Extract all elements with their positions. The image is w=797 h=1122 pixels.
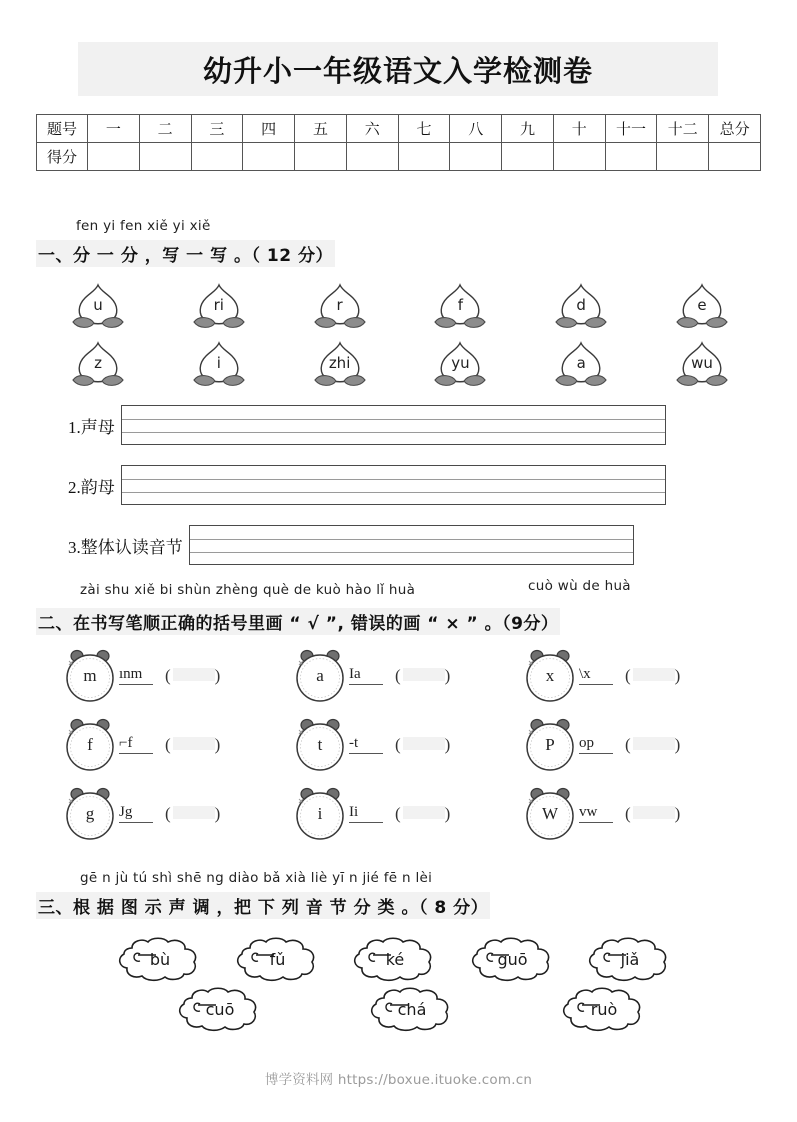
writing-box-zhengti[interactable] [189,525,634,565]
cloud-item[interactable] [554,986,650,1032]
score-cell-3[interactable] [191,143,243,171]
score-table-col-8: 八 [450,115,502,143]
score-table-col-12: 十二 [657,115,709,143]
score-table-col-11: 十一 [605,115,657,143]
page-title-band [78,42,718,96]
stroke-underline [119,753,153,754]
stroke-order-annotation [119,736,163,754]
answer-parenthesis[interactable]: ( ) [395,735,453,754]
writing-box-yunmu[interactable] [121,465,666,505]
bear-letter: t [317,735,323,754]
section-2-pinyin-right: cuò wù de huà [528,578,631,594]
bear-letter: m [83,666,97,685]
cloud-label: fǔ [269,949,286,969]
stroke-underline [349,753,383,754]
peach-item[interactable] [181,340,257,392]
cloud-item[interactable] [170,986,266,1032]
peach-item[interactable] [543,340,619,392]
stroke-order-annotation [119,805,163,823]
stroke-underline [349,684,383,685]
bear-circle-icon [62,648,118,704]
bear-circle-icon [292,717,348,773]
answer-parenthesis[interactable]: ( ) [395,666,453,685]
stroke-order-text: ⌐f [119,734,133,751]
stroke-order-annotation [119,667,163,685]
stroke-order-item [62,648,292,704]
stroke-order-text: ‑t [349,734,359,751]
section-3-pinyin: gē n jù tú shì shē ng diào bǎ xià liè yī n jié fē n lèi [80,870,433,886]
bear-circle-icon [62,786,118,842]
cloud-label: ruò [590,999,618,1019]
peach-item[interactable] [664,340,740,392]
answer-blank[interactable] [633,806,675,819]
score-cell-1[interactable] [88,143,140,171]
guide-line [122,492,665,493]
answer-parenthesis[interactable]: ( ) [165,735,223,754]
score-table-col-1: 一 [88,115,140,143]
score-table-row-header-1: 题号 [37,115,88,143]
stroke-order-annotation [579,805,623,823]
score-table-col-total: 总分 [709,115,761,143]
answer-label-yunmu: 2.韵母 [68,477,115,497]
stroke-order-item [522,717,752,773]
peach-label: zhi [328,354,351,372]
peach-label: ri [213,296,224,314]
stroke-order-text: Jg [119,803,133,820]
score-cell-10[interactable] [553,143,605,171]
peach-item[interactable] [60,340,136,392]
stroke-order-item [292,717,522,773]
bear-circle-icon [522,648,578,704]
score-table-col-6: 六 [346,115,398,143]
answer-parenthesis[interactable]: ( ) [395,804,453,823]
section-2-pinyin-left: zài shu xiě bi shùn zhèng què de kuò hào lǐ huà [80,582,416,598]
guide-line [190,539,633,540]
stroke-order-text: op [579,734,594,751]
answer-label-zhengti: 3.整体认读音节 [68,537,183,557]
score-cell-7[interactable] [398,143,450,171]
bear-letter: x [545,666,555,685]
answer-parenthesis[interactable]: ( ) [625,804,683,823]
peach-label: d [576,296,586,314]
section-1-title: 一、分 一 分 ，写 一 写 。（ 12 分） [36,240,335,267]
score-cell-9[interactable] [502,143,554,171]
stroke-order-text: Ia [349,665,361,682]
answer-row-zhengti [68,525,634,565]
bear-circle-icon [292,786,348,842]
bear-circle-icon [292,648,348,704]
peach-item[interactable] [422,340,498,392]
score-cell-12[interactable] [657,143,709,171]
stroke-order-row-2 [62,717,752,773]
peach-label: r [336,296,343,314]
cloud-row-2 [110,986,676,1032]
stroke-order-text: Ii [349,803,359,820]
score-cell-8[interactable] [450,143,502,171]
cloud-label: guō [497,949,528,969]
bear-circle-icon [522,786,578,842]
table-row-question-numbers [37,115,761,143]
score-table-col-3: 三 [191,115,243,143]
peach-row-1 [60,282,740,334]
peach-label: f [457,296,464,314]
cloud-label: chá [397,999,427,1019]
stroke-order-annotation [349,805,393,823]
peach-label: u [93,296,103,314]
score-cell-5[interactable] [295,143,347,171]
cloud-label: bù [149,949,171,969]
cloud-label: cuō [205,999,235,1019]
score-cell-2[interactable] [139,143,191,171]
stroke-order-item [292,648,522,704]
cloud-item[interactable] [580,936,676,982]
peach-item[interactable] [543,282,619,334]
answer-blank[interactable] [403,806,445,819]
peach-item[interactable] [422,282,498,334]
bear-letter: P [545,735,555,754]
score-table [36,114,761,171]
cloud-item[interactable] [362,986,458,1032]
stroke-order-text: ınm [119,665,143,682]
writing-box-shengmu[interactable] [121,405,666,445]
stroke-underline [579,822,613,823]
peach-row-2 [60,340,740,392]
peach-label: z [94,354,102,372]
section-1-pinyin: fen yi fen xiě yi xiě [76,218,211,234]
peach-item[interactable] [664,282,740,334]
answer-blank[interactable] [633,737,675,750]
cloud-label: ké [385,949,405,969]
stroke-order-row-3 [62,786,752,842]
watermark: 博学资料网 https://boxue.ituoke.com.cn [264,1072,533,1088]
peach-item[interactable] [181,282,257,334]
stroke-order-item [292,786,522,842]
answer-label-shengmu: 1.声母 [68,417,115,437]
stroke-order-item [62,717,292,773]
section-2-title: 二、在书写笔顺正确的括号里画 “ √ ”, 错误的画 “ × ” 。（9分） [36,608,560,635]
stroke-order-text: \x [579,665,591,682]
stroke-order-grid [62,648,752,855]
answer-row-yunmu [68,465,666,505]
peach-label: i [216,354,221,372]
stroke-order-annotation [349,667,393,685]
bear-letter: g [85,804,95,823]
peach-item[interactable] [302,340,378,392]
stroke-order-annotation [349,736,393,754]
peach-item[interactable] [60,282,136,334]
score-cell-4[interactable] [243,143,295,171]
stroke-order-item [522,786,752,842]
stroke-underline [119,684,153,685]
bear-letter: i [317,804,323,823]
stroke-underline [349,822,383,823]
bear-letter: W [541,804,559,823]
answer-parenthesis[interactable]: ( ) [625,666,683,685]
peach-label: yu [451,354,470,372]
answer-parenthesis[interactable]: ( ) [165,804,223,823]
answer-blank[interactable] [173,806,215,819]
answer-blank[interactable] [633,668,675,681]
cloud-grid [110,936,676,1036]
peach-label: a [576,354,586,372]
score-table-col-7: 七 [398,115,450,143]
score-table-col-2: 二 [139,115,191,143]
stroke-order-row-1 [62,648,752,704]
bear-letter: f [87,735,93,754]
stroke-underline [119,822,153,823]
guide-line [122,479,665,480]
stroke-underline [579,753,613,754]
score-table-col-9: 九 [502,115,554,143]
guide-line [122,432,665,433]
score-cell-11[interactable] [605,143,657,171]
bear-letter: a [316,666,324,685]
answer-blank[interactable] [403,737,445,750]
peach-label: e [697,296,707,314]
score-table-col-10: 十 [553,115,605,143]
stroke-order-item [62,786,292,842]
bear-circle-icon [62,717,118,773]
stroke-underline [579,684,613,685]
answer-parenthesis[interactable]: ( ) [165,666,223,685]
stroke-order-annotation [579,667,623,685]
peach-label: wu [691,354,713,372]
score-cell-6[interactable] [346,143,398,171]
bear-circle-icon [522,717,578,773]
answer-parenthesis[interactable]: ( ) [625,735,683,754]
stroke-order-text: vw [579,803,598,820]
cloud-item[interactable] [463,936,559,982]
score-table-row-header-2: 得分 [37,143,88,171]
cloud-item[interactable] [110,936,206,982]
peach-item[interactable] [302,282,378,334]
score-table-col-4: 四 [243,115,295,143]
guide-line [122,419,665,420]
cloud-item[interactable] [228,936,324,982]
cloud-label: jiǎ [620,949,640,969]
stroke-order-item [522,648,752,704]
table-row-scores [37,143,761,171]
score-table-col-5: 五 [295,115,347,143]
answer-blank[interactable] [173,737,215,750]
stroke-order-annotation [579,736,623,754]
answer-blank[interactable] [403,668,445,681]
answer-row-shengmu [68,405,666,445]
section-3-title: 三、根 据 图 示 声 调 ，把 下 列 音 节 分 类 。（ 8 分） [36,892,490,919]
cloud-row-1 [110,936,676,982]
guide-line [190,552,633,553]
score-cell-total[interactable] [709,143,761,171]
cloud-item[interactable] [345,936,441,982]
peach-grid [60,282,740,398]
page-title: 幼升小一年级语文入学检测卷 [202,53,593,88]
answer-blank[interactable] [173,668,215,681]
